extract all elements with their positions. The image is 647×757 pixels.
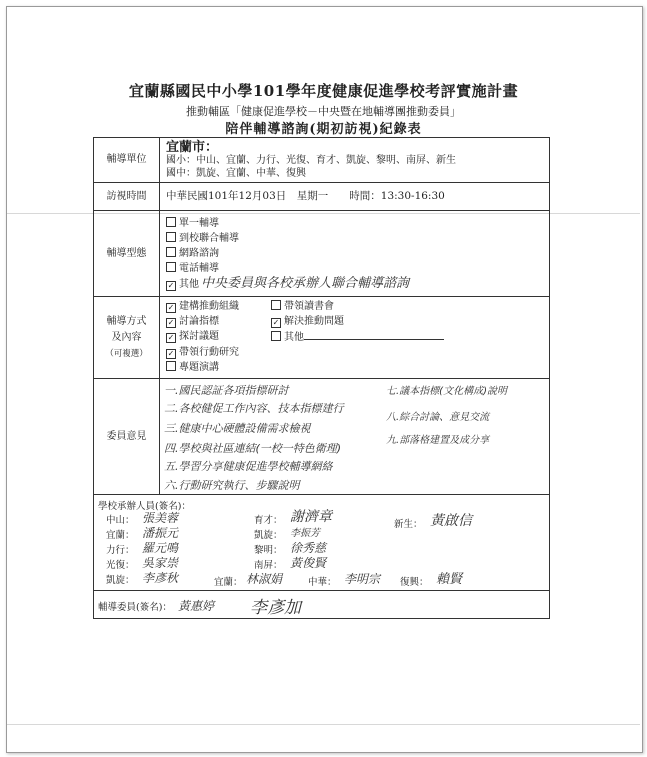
sig-school-guangfu: 光復：: [106, 559, 135, 571]
committee-label: 輔導委員(簽名)：: [98, 601, 172, 613]
option-single-guidance[interactable]: 單一輔導: [160, 216, 549, 231]
visit-time-value: 中華民國101年12月03日 星期一 時間：13:30-16:30: [166, 190, 445, 202]
cell-committee-signature: [94, 591, 550, 619]
option-action-research[interactable]: ✓ 帶領行動研究: [167, 347, 239, 358]
label-guidance-method: 輔導方式 及內容 （可複選）: [94, 297, 160, 379]
checkbox-icon: [166, 247, 176, 257]
checkmark-icon: ✓: [272, 318, 280, 327]
sig-school-yilan-jr: 宜蘭：: [214, 576, 243, 588]
sig-school-xinsheng: 新生：: [394, 518, 423, 530]
target-elementary: 國小：中山、宜蘭、力行、光復、育才、凱旋、黎明、南屏、新生: [166, 154, 456, 166]
checkmark-icon: ✓: [167, 333, 175, 342]
sig-school-fuxing: 復興：: [400, 576, 429, 588]
row-committee-signature: [94, 591, 550, 619]
sig-school-yucai: 育才：: [254, 514, 283, 526]
row-opinion: [94, 379, 550, 495]
sig-school-yilan: 宜蘭：: [106, 529, 135, 541]
cell-guidance-method: [160, 297, 550, 379]
opinion-line-2: 二.各校健促工作內容、技本指標建行: [164, 401, 344, 415]
signature-heading: 學校承辦人員(簽名)：: [98, 500, 191, 512]
checkbox-icon: [166, 361, 176, 371]
option-phone-guidance[interactable]: 電話輔導: [160, 261, 549, 276]
signature-zhongshan: 張美蓉: [142, 510, 179, 525]
row-target-unit: [94, 138, 550, 183]
signature-kaixuan: 李彥秋: [142, 570, 179, 585]
signature-yucai: 謝濟章: [290, 508, 332, 525]
committee-signature-1: 黃惠婷: [178, 598, 215, 613]
sig-school-kaixuan: 凱旋：: [106, 574, 135, 586]
opinion-line-6: 六.行動研究執行、步驟說明: [164, 478, 300, 492]
sig-school-lixing: 力行：: [106, 544, 135, 556]
target-city: 宜蘭市：: [166, 139, 219, 155]
cell-signatures: [94, 495, 550, 591]
sig-school-zhonghua: 中華：: [308, 576, 337, 588]
option-lecture[interactable]: 專題演講: [166, 361, 271, 375]
document-title: 宜蘭縣國民中小學101學年度健康促進學校考評實施計畫: [128, 82, 519, 100]
row-signatures: [94, 495, 550, 591]
sig-school-kaixuan-2: 凱旋：: [254, 529, 283, 541]
opinion-line-8: 八.綜合討論、意見交流: [386, 411, 490, 423]
signature-fuxing: 賴賢: [436, 571, 463, 587]
label-opinion: 委員意見: [94, 379, 160, 495]
form-title: 陪伴輔導諮詢(期初訪視)紀錄表: [225, 122, 422, 137]
label-guidance-type: 輔導型態: [94, 211, 160, 297]
signature-yilan-jr: 林淑娟: [246, 571, 283, 586]
scan-artifact-line: [7, 724, 640, 725]
signature-kaixuan-2: 李振芳: [290, 527, 320, 539]
signature-liming: 徐秀慈: [290, 540, 327, 555]
option-build-organization[interactable]: ✓ 建構推動組織: [167, 301, 239, 312]
document-subtitle: 推動輔區「健康促進學校－中央暨在地輔導團推動委員」: [186, 105, 461, 118]
signature-yilan: 潘振元: [142, 525, 179, 540]
option-method-other[interactable]: 其他: [271, 330, 421, 345]
option-joint-guidance[interactable]: 到校聯合輔導: [160, 231, 549, 246]
row-guidance-method: [94, 297, 550, 379]
option-reading-group[interactable]: 帶領讀書會: [271, 300, 421, 314]
checkmark-icon: ✓: [167, 318, 175, 327]
checkbox-icon: [271, 331, 281, 341]
opinion-line-7: 七.議本指標(文化構成)說明: [386, 385, 507, 397]
checkmark-icon: ✓: [167, 349, 175, 358]
row-guidance-type: [94, 211, 550, 297]
option-solve-problems[interactable]: ✓ 解決推動問題: [272, 316, 344, 327]
cell-visit-time: [160, 183, 550, 211]
opinion-line-5: 五.學習分享健康促進學校輔導網絡: [164, 459, 333, 473]
opinion-line-3: 三.健康中心硬體設備需求檢視: [164, 421, 311, 435]
checkbox-icon: [271, 300, 281, 310]
handwritten-other: 中央委員與各校承辦人聯合輔導諮詢: [201, 275, 410, 291]
committee-signature-2: 李彥加: [250, 597, 301, 618]
option-explore-issues[interactable]: ✓ 探討議題: [167, 331, 219, 342]
checkbox-icon: [166, 217, 176, 227]
label-target-unit: 輔導單位: [94, 138, 160, 183]
opinion-line-1: 一.國民認証各項指標研討: [164, 383, 289, 397]
label-visit-time: 訪視時間: [94, 183, 160, 211]
signature-nanping: 黃俊賢: [290, 555, 327, 570]
record-form-table: [93, 137, 550, 619]
target-junior: 國中：凱旋、宜蘭、中華、復興: [166, 167, 306, 179]
cell-opinion: [160, 379, 550, 495]
option-online-consult[interactable]: 網路諮詢: [160, 246, 549, 261]
option-other[interactable]: ✓ 其他 中央委員與各校承辦人聯合輔導諮詢: [167, 275, 410, 291]
row-visit-time: [94, 183, 550, 211]
signature-guangfu: 吳家崇: [142, 555, 179, 570]
signature-xinsheng: 黃啟信: [430, 512, 472, 529]
checkmark-icon: ✓: [167, 280, 175, 290]
sig-school-nanping: 南屏：: [254, 559, 283, 571]
cell-target-unit: [160, 138, 550, 183]
grid-spacer: [271, 346, 421, 360]
checkmark-icon: ✓: [167, 303, 175, 312]
option-discuss-indicators[interactable]: ✓ 討論指標: [167, 316, 219, 327]
sig-school-zhongshan: 中山：: [106, 514, 135, 526]
checkbox-icon: [166, 262, 176, 272]
signature-zhonghua: 李明宗: [344, 571, 381, 586]
sig-school-liming: 黎明：: [254, 544, 283, 556]
cell-guidance-type: [160, 211, 550, 297]
opinion-line-4: 四.學校與社區連結(一校一特色衛理): [164, 441, 342, 455]
checkbox-icon: [166, 232, 176, 242]
other-blank-line: [304, 330, 444, 340]
opinion-line-9: 九.部落格建置及成分享: [386, 434, 490, 446]
signature-lixing: 羅元鳴: [142, 540, 179, 555]
